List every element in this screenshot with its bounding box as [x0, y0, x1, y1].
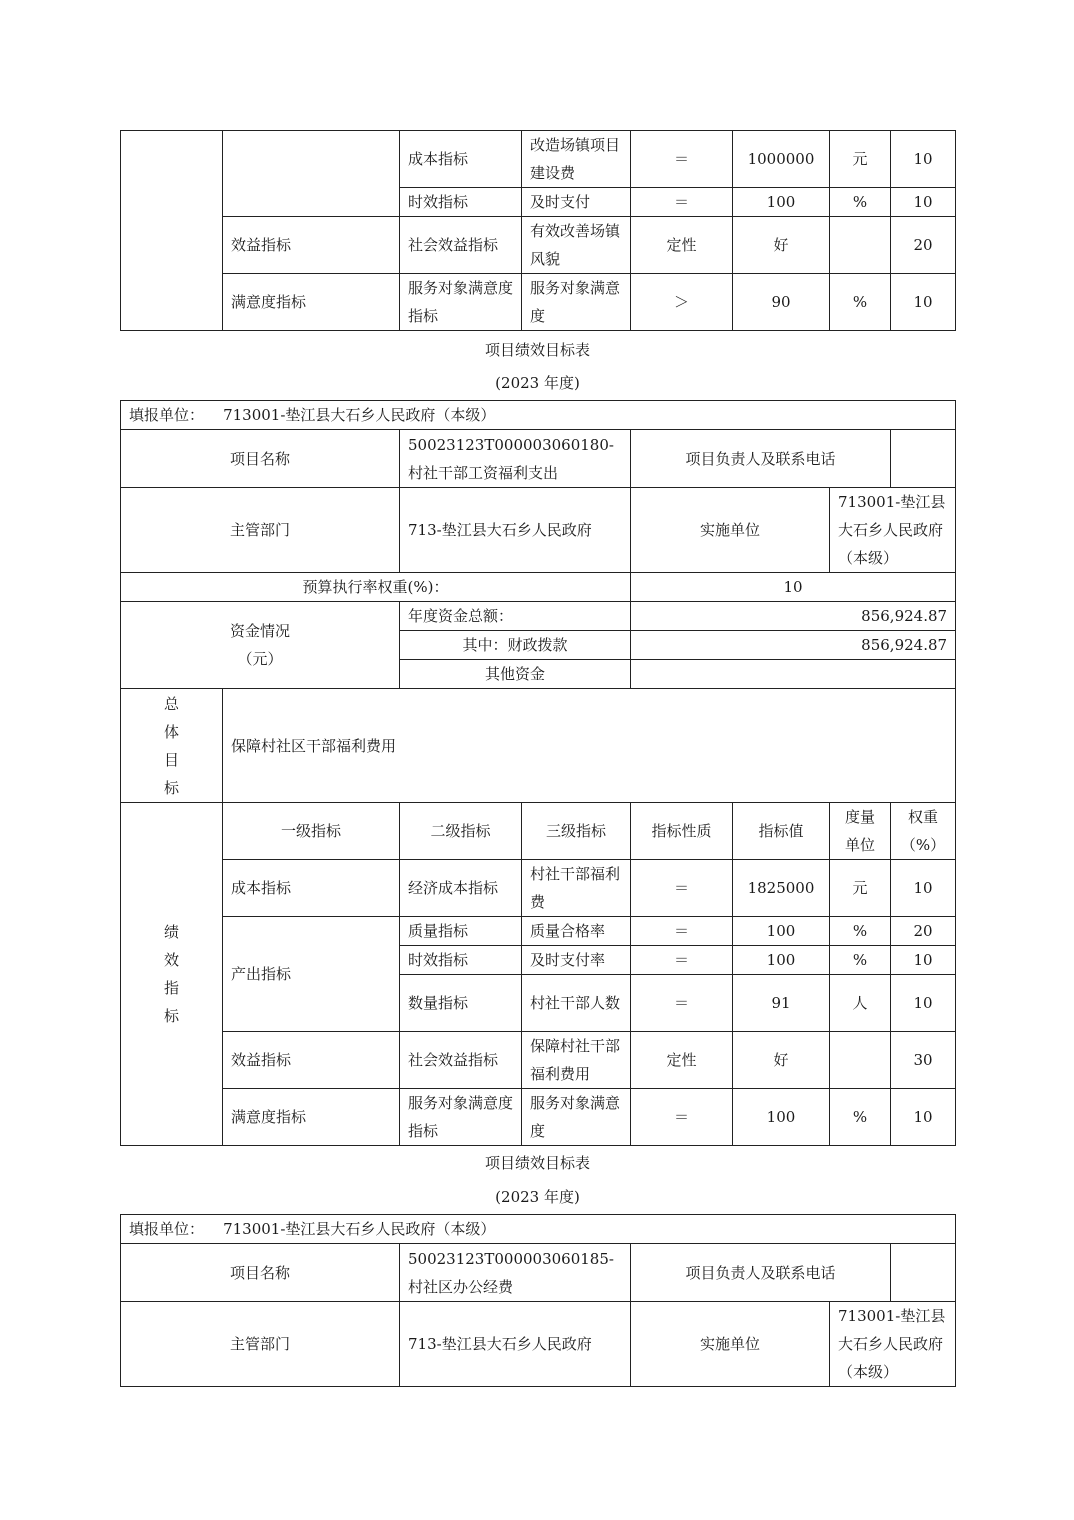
level3-indicator: 服务对象满意度: [522, 274, 631, 331]
goal-char: 标: [163, 778, 179, 797]
contact-label: 项目负责人及联系电话: [631, 1244, 891, 1302]
indicator-unit: [830, 217, 891, 274]
table-row: [121, 1244, 956, 1302]
funds-unit-text: （元）: [237, 650, 283, 668]
form-year: (2023 年度): [495, 1188, 580, 1206]
level1-indicator: 满意度指标: [223, 274, 400, 331]
header-unit: 度量单位: [830, 803, 891, 860]
indicator-weight: 10: [891, 274, 956, 331]
empty-cell: [223, 131, 400, 217]
table-row: [121, 430, 956, 488]
perf-char: 标: [163, 1007, 179, 1025]
indicator-nature: ＝: [631, 131, 733, 188]
indicator-value: 1825000: [733, 860, 830, 917]
project-name-label: 项目名称: [121, 430, 400, 488]
indicator-nature: ＝: [631, 975, 733, 1032]
department-value: 713-垫江县大石乡人民政府: [400, 488, 631, 573]
table-row: [121, 602, 956, 631]
other-funds-label: 其他资金: [400, 660, 631, 689]
implementing-unit-value: 713001-垫江县大石乡人民政府（本级）: [830, 1302, 956, 1387]
reporting-unit: [121, 401, 956, 430]
indicator-weight: 10: [891, 975, 956, 1032]
reporting-unit-value: 713001-垫江县大石乡人民政府（本级）: [223, 1220, 496, 1238]
indicator-value: 100: [733, 917, 830, 946]
fiscal-funds-label: 其中：财政拨款: [400, 631, 631, 660]
perf-char: 绩: [163, 923, 179, 941]
reporting-unit-label: 填报单位：: [129, 1220, 205, 1238]
level2-indicator: 时效指标: [400, 188, 522, 217]
implementing-unit-label: 实施单位: [631, 1302, 830, 1387]
level3-indicator: 保障村社干部福利费用: [522, 1032, 631, 1089]
reporting-unit-value: 713001-垫江县大石乡人民政府（本级）: [223, 406, 496, 424]
contact-value: [891, 1244, 956, 1302]
annual-total-label: 年度资金总额：: [400, 602, 631, 631]
indicator-unit: %: [830, 188, 891, 217]
reporting-unit: [121, 1215, 956, 1244]
indicator-weight: 10: [891, 1089, 956, 1146]
form-caption: 项目绩效目标表: [484, 341, 590, 359]
indicator-unit: [830, 1032, 891, 1089]
department-label: 主管部门: [121, 488, 400, 573]
indicator-nature: 定性: [631, 217, 733, 274]
indicator-weight: 10: [891, 946, 956, 975]
indicator-unit: %: [830, 1089, 891, 1146]
level3-indicator: 村社干部人数: [522, 975, 631, 1032]
indicator-value: 1000000: [733, 131, 830, 188]
performance-indicator-label: [121, 803, 223, 1146]
perf-char: 效: [163, 951, 179, 969]
indicator-unit: %: [830, 946, 891, 975]
table-row: [121, 860, 956, 917]
project-name: 50023123T000003060185-村社区办公经费: [400, 1244, 631, 1302]
reporting-unit-label: 填报单位：: [129, 406, 205, 424]
level2-indicator: 服务对象满意度指标: [400, 1089, 522, 1146]
indicator-nature: ＞: [631, 274, 733, 331]
implementing-unit-label: 实施单位: [631, 488, 830, 573]
level3-indicator: 服务对象满意度: [522, 1089, 631, 1146]
header-level2: 二级指标: [400, 803, 522, 860]
indicator-unit: %: [830, 274, 891, 331]
goal-char: 目: [163, 750, 179, 769]
goal-char: 体: [163, 722, 179, 741]
indicator-value: 90: [733, 274, 830, 331]
department-label: 主管部门: [121, 1302, 400, 1387]
table-row: [121, 131, 956, 188]
table-row: [121, 217, 956, 274]
form-year: (2023 年度): [495, 374, 580, 392]
level2-indicator: 时效指标: [400, 946, 522, 975]
indicator-value: 100: [733, 188, 830, 217]
indicator-weight: 20: [891, 217, 956, 274]
indicator-nature: ＝: [631, 860, 733, 917]
indicator-weight: 10: [891, 131, 956, 188]
header-weight: 权重（%）: [891, 803, 956, 860]
budget-weight-value: 10: [631, 573, 956, 602]
empty-cell: [121, 131, 223, 331]
table-row: [121, 1215, 956, 1244]
indicator-weight: 30: [891, 1032, 956, 1089]
perf-char: 指: [163, 979, 179, 997]
goal-char: 总: [163, 694, 179, 713]
indicator-unit: 人: [830, 975, 891, 1032]
header-level1: 一级指标: [223, 803, 400, 860]
indicator-weight: 10: [891, 860, 956, 917]
funds-label: [121, 602, 400, 689]
level3-indicator: 改造场镇项目建设费: [522, 131, 631, 188]
contact-value: [891, 430, 956, 488]
project-name: 50023123T000003060180-村社干部工资福利支出: [400, 430, 631, 488]
table-header-row: [121, 803, 956, 860]
level2-indicator: 经济成本指标: [400, 860, 522, 917]
indicator-weight: 20: [891, 917, 956, 946]
form-caption: 项目绩效目标表: [484, 1154, 590, 1172]
header-nature: 指标性质: [631, 803, 733, 860]
table-row: [121, 401, 956, 430]
funds-label-text: 资金情况: [229, 622, 290, 640]
indicator-nature: ＝: [631, 1089, 733, 1146]
indicator-unit: %: [830, 917, 891, 946]
indicator-value: 好: [733, 1032, 830, 1089]
overall-goal-label: [121, 689, 223, 803]
header-level3: 三级指标: [522, 803, 631, 860]
annual-total-value: 856,924.87: [631, 602, 956, 631]
level1-indicator: 产出指标: [223, 917, 400, 1032]
table-row: [121, 689, 956, 803]
table-row: [121, 573, 956, 602]
table-row: [121, 488, 956, 573]
indicator-value: 好: [733, 217, 830, 274]
level1-indicator: 满意度指标: [223, 1089, 400, 1146]
level3-indicator: 及时支付: [522, 188, 631, 217]
level2-indicator: 社会效益指标: [400, 1032, 522, 1089]
department-value: 713-垫江县大石乡人民政府: [400, 1302, 631, 1387]
level1-indicator: 效益指标: [223, 1032, 400, 1089]
performance-table-continued: [120, 130, 956, 331]
table-row: [121, 1089, 956, 1146]
level3-indicator: 有效改善场镇风貌: [522, 217, 631, 274]
table-row: [121, 1302, 956, 1387]
overall-goal-text: 保障村社区干部福利费用: [223, 689, 956, 803]
indicator-value: 100: [733, 1089, 830, 1146]
header-value: 指标值: [733, 803, 830, 860]
other-funds-value: [631, 660, 956, 689]
level3-indicator: 质量合格率: [522, 917, 631, 946]
level3-indicator: 及时支付率: [522, 946, 631, 975]
indicator-value: 91: [733, 975, 830, 1032]
indicator-unit: 元: [830, 860, 891, 917]
level2-indicator: 社会效益指标: [400, 217, 522, 274]
contact-label: 项目负责人及联系电话: [631, 430, 891, 488]
project-name-label: 项目名称: [121, 1244, 400, 1302]
performance-form: [120, 1214, 956, 1387]
level3-indicator: 村社干部福利费: [522, 860, 631, 917]
table-row: [121, 274, 956, 331]
table-row: [121, 1032, 956, 1089]
indicator-nature: ＝: [631, 917, 733, 946]
indicator-weight: 10: [891, 188, 956, 217]
level1-indicator: 效益指标: [223, 217, 400, 274]
indicator-value: 100: [733, 946, 830, 975]
indicator-unit: 元: [830, 131, 891, 188]
level2-indicator: 成本指标: [400, 131, 522, 188]
budget-weight-label: 预算执行率权重(%)：: [121, 573, 631, 602]
level2-indicator: 质量指标: [400, 917, 522, 946]
indicator-nature: ＝: [631, 946, 733, 975]
indicator-nature: ＝: [631, 188, 733, 217]
level1-indicator: 成本指标: [223, 860, 400, 917]
table-row: [121, 917, 956, 946]
implementing-unit-value: 713001-垫江县大石乡人民政府（本级）: [830, 488, 956, 573]
indicator-nature: 定性: [631, 1032, 733, 1089]
fiscal-funds-value: 856,924.87: [631, 631, 956, 660]
level2-indicator: 服务对象满意度指标: [400, 274, 522, 331]
performance-form: [120, 400, 956, 1146]
level2-indicator: 数量指标: [400, 975, 522, 1032]
